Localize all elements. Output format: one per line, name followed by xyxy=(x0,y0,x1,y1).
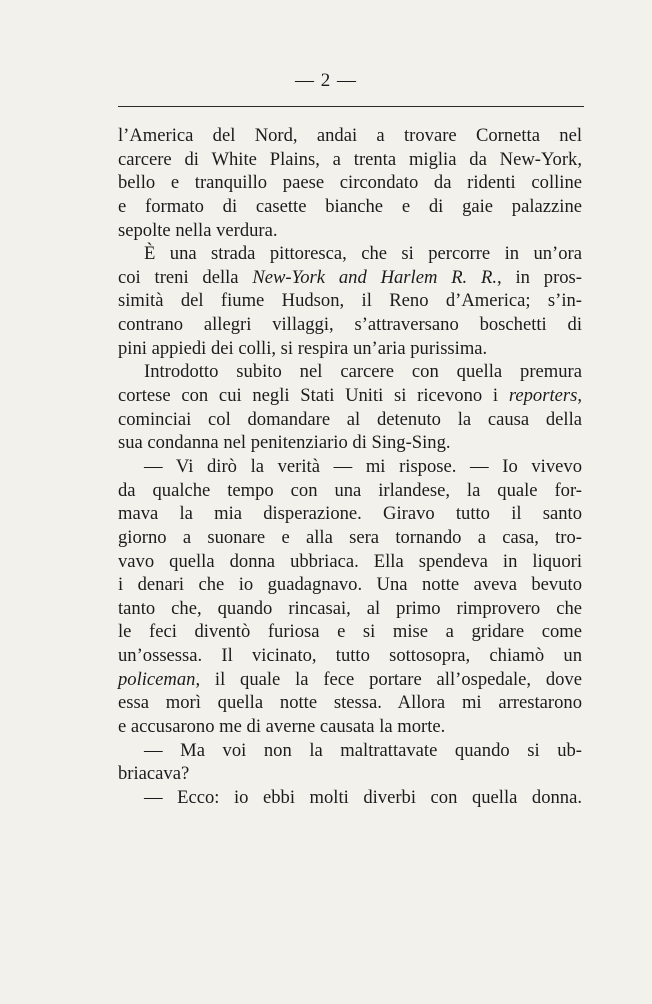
text-segment: bello e tranquillo paese circondato da ridenti colline xyxy=(118,172,582,194)
text-segment: — Vi dirò la verità — mi rispose. — Io vivevo xyxy=(144,455,582,477)
body-text xyxy=(118,124,582,810)
text-line xyxy=(118,337,582,361)
text-segment: mava la mia disperazione. Giravo tutto il santo xyxy=(118,503,582,525)
text-segment: , il quale la fece portare all’ospedale, dove xyxy=(195,668,582,690)
text-line xyxy=(118,313,582,337)
italic-text: New-York and Harlem R. R. xyxy=(252,266,498,288)
text-line xyxy=(118,739,582,763)
text-line xyxy=(118,266,582,290)
text-segment: sepolte nella verdura. xyxy=(118,219,278,241)
text-segment: le feci diventò furiosa e si mise a gridare come xyxy=(118,621,582,643)
text-line xyxy=(118,431,582,455)
text-line xyxy=(118,124,582,148)
text-segment: un’ossessa. Il vicinato, tutto sottosopra, chiamò un xyxy=(118,645,582,667)
text-segment: da qualche tempo con una irlandese, la quale for- xyxy=(118,479,582,501)
text-segment: giorno a suonare e alla sera tornando a casa, tro- xyxy=(118,526,582,548)
text-line xyxy=(118,502,582,526)
text-line xyxy=(118,762,582,786)
text-line xyxy=(118,408,582,432)
text-segment: essa morì quella notte stessa. Allora mi arrestarono xyxy=(118,692,582,714)
text-segment: cortese con cui negli Stati Uniti si ricevono i xyxy=(118,385,509,407)
text-segment: , xyxy=(577,385,582,407)
text-line xyxy=(118,573,582,597)
text-segment: l’America del Nord, andai a trovare Cornetta nel xyxy=(118,125,582,146)
text-segment: — Ma voi non la maltrattavate quando si ub- xyxy=(144,739,582,761)
text-line xyxy=(118,289,582,313)
text-line xyxy=(118,597,582,621)
text-segment: cominciai col domandare al detenuto la causa della xyxy=(118,408,582,430)
text-line xyxy=(118,148,582,172)
text-line xyxy=(118,219,582,243)
text-segment: e formato di casette bianche e di gaie palazzine xyxy=(118,195,582,217)
text-line xyxy=(118,195,582,219)
text-segment: i denari che io guadagnavo. Una notte aveva bevuto xyxy=(118,574,582,596)
text-line xyxy=(118,455,582,479)
text-line xyxy=(118,171,582,195)
text-segment: — Ecco: io ebbi molti diverbi con quella donna. xyxy=(144,786,582,808)
text-segment: , in pros- xyxy=(497,266,582,288)
text-segment: sua condanna nel penitenziario di Sing-Sing. xyxy=(118,432,451,454)
text-line xyxy=(118,644,582,668)
text-segment: tanto che, quando rincasai, al primo rimprovero che xyxy=(118,597,582,619)
text-line xyxy=(118,715,582,739)
text-line xyxy=(118,620,582,644)
text-segment: contrano allegri villaggi, s’attraversano boschetti di xyxy=(118,314,582,336)
text-segment: Introdotto subito nel carcere con quella premura xyxy=(144,361,582,383)
header-rule xyxy=(118,106,584,107)
text-segment: carcere di White Plains, a trenta miglia da New-York, xyxy=(118,148,582,170)
text-segment: simità del fiume Hudson, il Reno d’America; s’in- xyxy=(118,290,582,312)
text-line xyxy=(118,668,582,692)
text-line xyxy=(118,242,582,266)
page-number: — 2 — xyxy=(295,70,357,91)
text-segment: È una strada pittoresca, che si percorre in un’ora xyxy=(144,243,582,265)
text-line xyxy=(118,479,582,503)
text-line xyxy=(118,384,582,408)
text-line xyxy=(118,786,582,810)
text-segment: vavo quella donna ubbriaca. Ella spendeva in liquori xyxy=(118,550,582,572)
text-segment: coi treni della xyxy=(118,266,253,288)
text-segment: pini appiedi dei colli, si respira un’aria purissima. xyxy=(118,337,488,359)
text-line xyxy=(118,550,582,574)
text-segment: briacava? xyxy=(118,763,190,785)
text-line xyxy=(118,691,582,715)
italic-text: policeman xyxy=(118,668,196,690)
text-line xyxy=(118,526,582,550)
italic-text: reporters xyxy=(508,385,578,407)
text-segment: e accusarono me di averne causata la morte. xyxy=(118,716,446,738)
text-line xyxy=(118,360,582,384)
